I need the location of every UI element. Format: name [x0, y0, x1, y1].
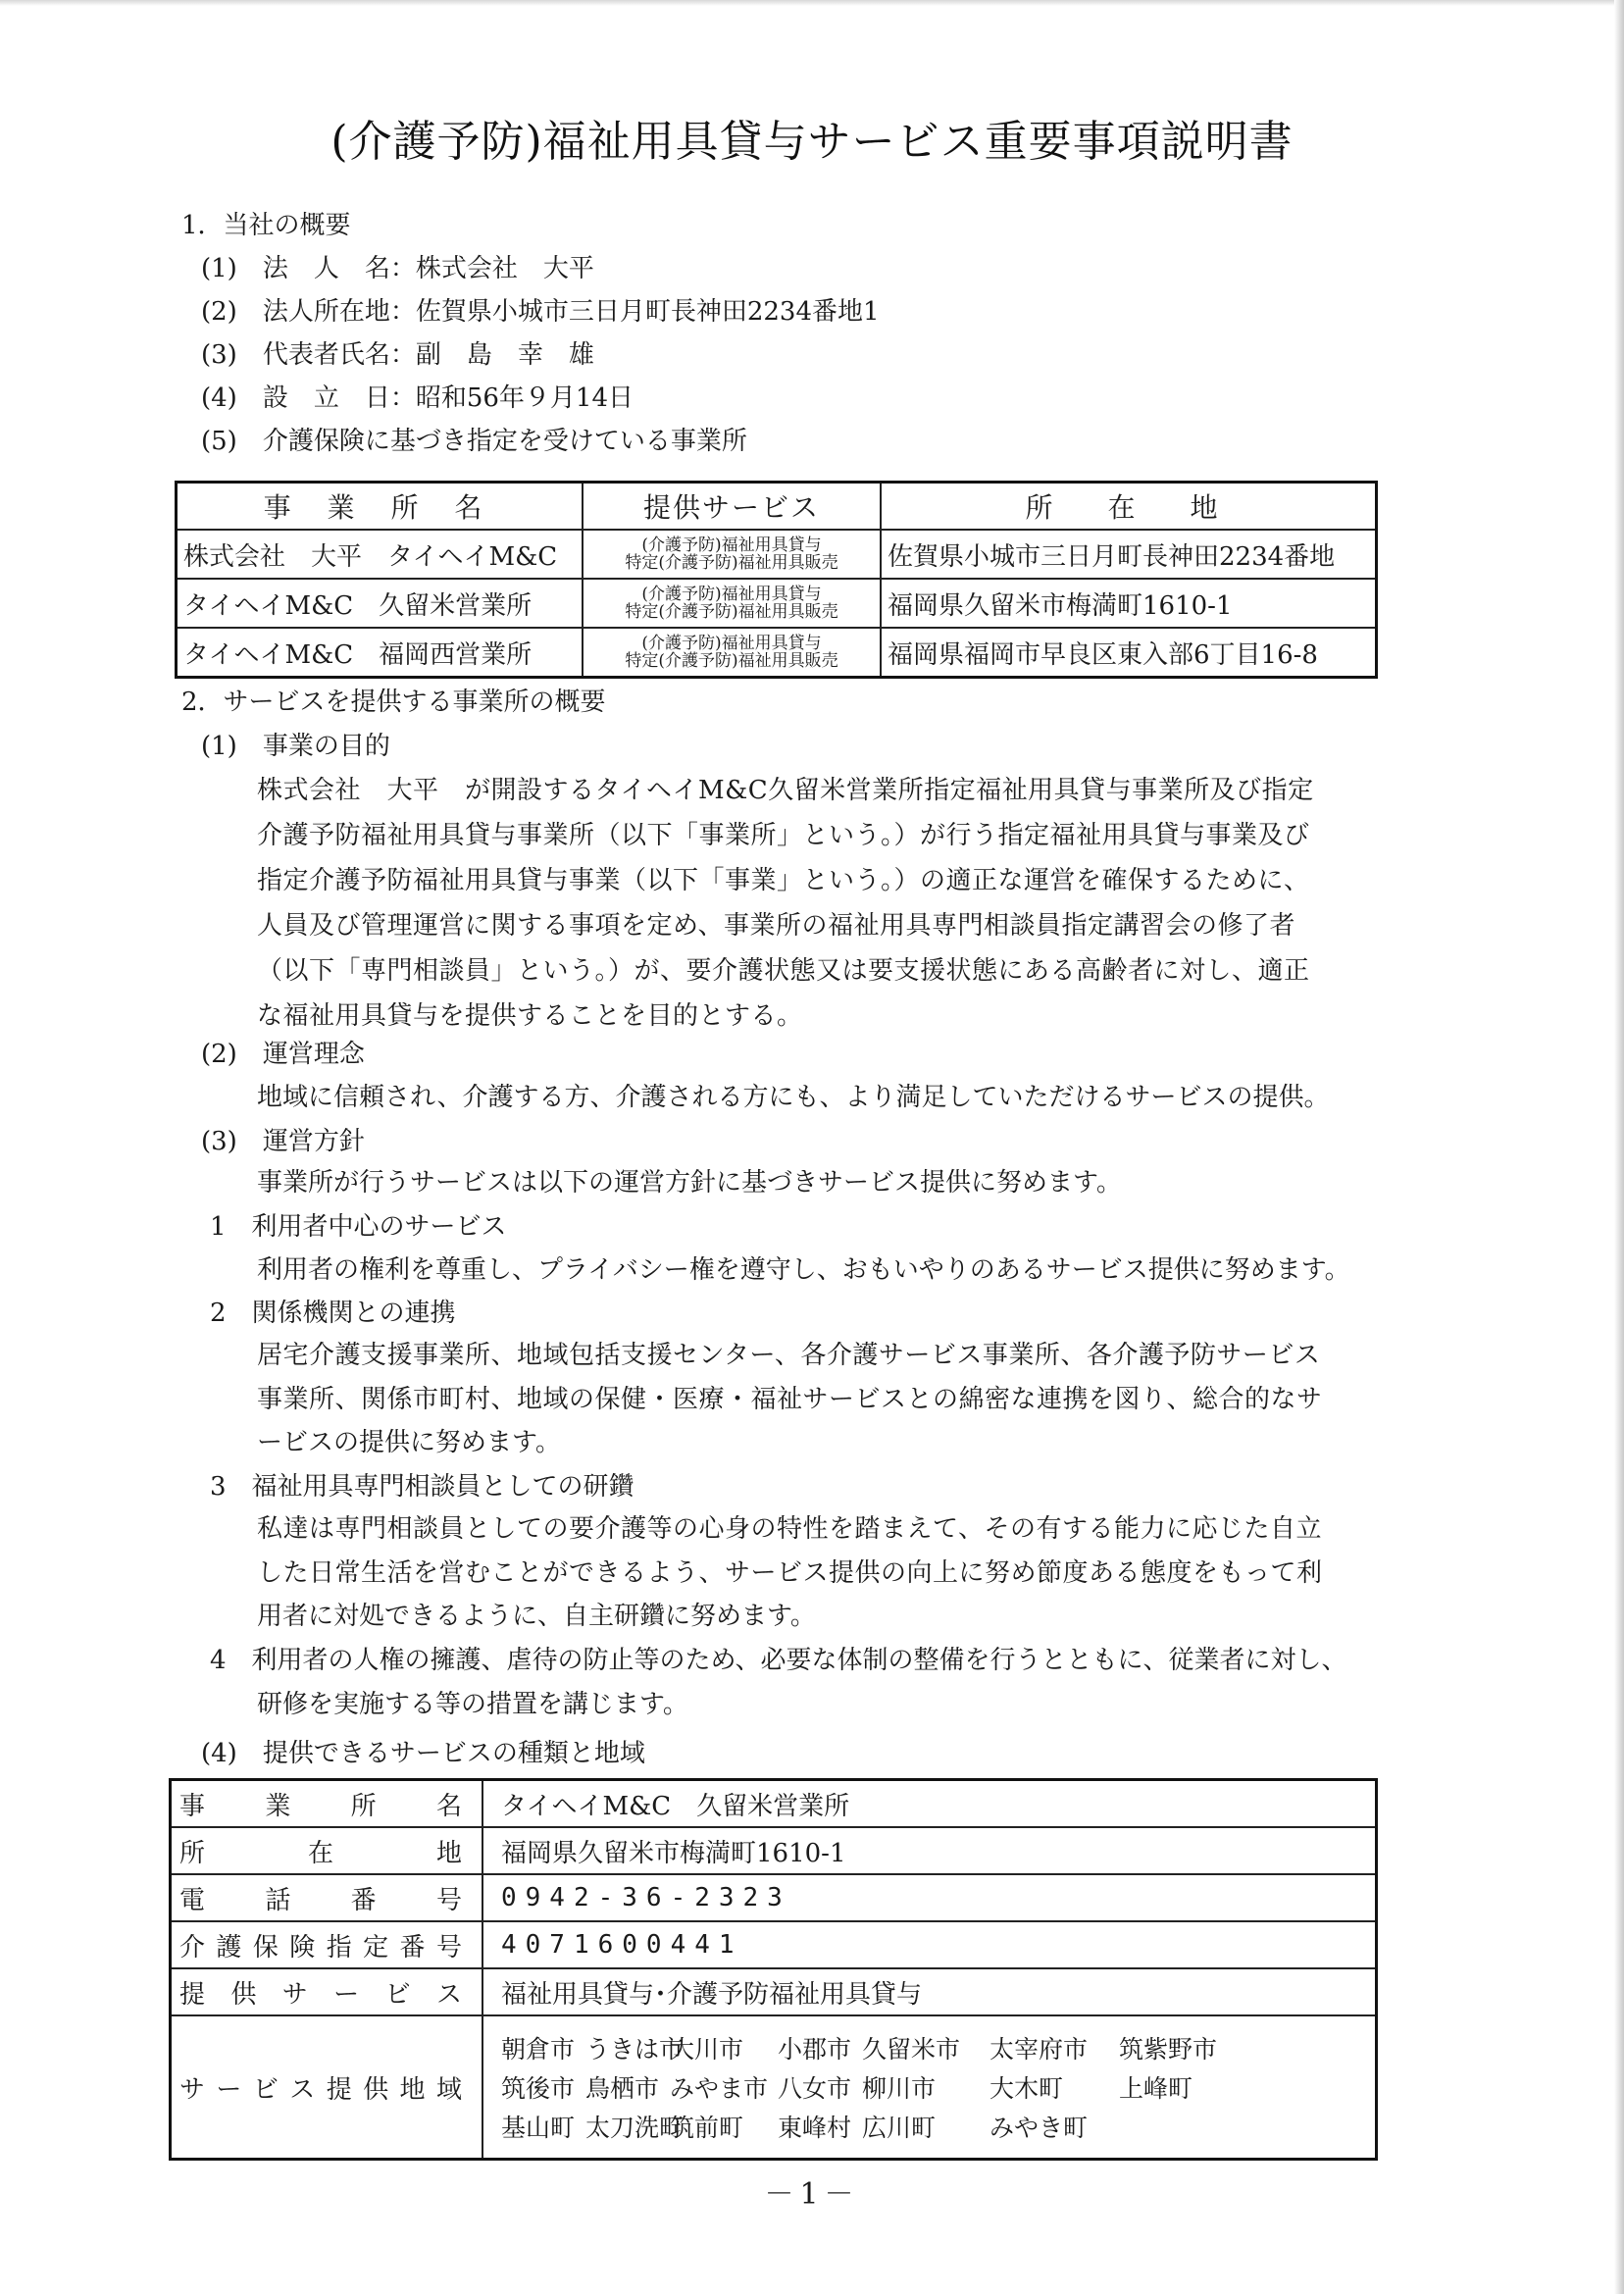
paragraph-line: 事業所が行うサービスは以下の運営方針に基づきサービス提供に努めます。 — [257, 1168, 1122, 1198]
col-header-office: 事 業 所 名 — [177, 483, 584, 531]
paragraph-line: 株式会社 大平 が開設するタイヘイM&C久留米営業所指定福祉用具貸与事業所及び指定 — [257, 776, 1314, 805]
office-details-table — [169, 1778, 1378, 2161]
table-row — [171, 1921, 1377, 1968]
area-item: 筑紫野市 — [1119, 2035, 1218, 2064]
paragraph-line: （以下「専門相談員」という。）が、要介護状態又は要支援状態にある高齢者に対し、適正 — [257, 956, 1310, 986]
service-line: 特定(介護予防)福祉用具販売 — [625, 602, 838, 622]
key-cell — [171, 1921, 483, 1968]
office-name-cell: タイヘイM&C 福岡西営業所 — [177, 628, 584, 678]
area-item: 東峰村 — [778, 2114, 852, 2142]
col-header-location: 所 在 地 — [881, 483, 1377, 531]
service-cell — [583, 628, 881, 678]
service-value: 福祉用具貸与･介護予防福祉用具貸与 — [482, 1968, 1377, 2015]
key-char: ス — [289, 2074, 316, 2105]
key-cell — [171, 1827, 483, 1874]
service-areas-grid — [501, 2016, 1357, 2158]
key-cell — [171, 1780, 483, 1828]
paragraph-line: 私達は専門相談員としての要介護等の心身の特性を踏まえて、その有する能力に応じた自立 — [257, 1514, 1322, 1544]
key-cell — [171, 1874, 483, 1921]
key-char: 号 — [435, 1932, 462, 1963]
area-item: 大木町 — [990, 2074, 1064, 2103]
key-char: 提 — [179, 1979, 206, 2010]
key-char: 電 — [179, 1885, 206, 1915]
paragraph-line: 研修を実施する等の措置を講じます。 — [257, 1690, 688, 1719]
area-item: うきは市 — [585, 2035, 685, 2064]
service-line: (介護予防)福祉用具貸与 — [641, 634, 822, 653]
table-row — [171, 2015, 1377, 2160]
area-item: 小郡市 — [778, 2035, 852, 2064]
key-char: ー — [333, 1979, 360, 2010]
key-char: 定 — [363, 1932, 389, 1963]
key-char: 提 — [326, 2074, 352, 2105]
key-char: 在 — [307, 1838, 333, 1868]
key-char: ー — [216, 2074, 242, 2105]
area-item: 上峰町 — [1119, 2074, 1193, 2103]
policy-item-heading: 2 関係機関との連携 — [210, 1299, 456, 1328]
key-char: 名 — [435, 1791, 462, 1821]
key-char: 険 — [289, 1932, 316, 1963]
table-row — [171, 1827, 1377, 1874]
scan-edge-right — [1614, 0, 1624, 2294]
service-areas-cell — [482, 2015, 1377, 2160]
table-row — [171, 1874, 1377, 1921]
service-area-heading: (4) 提供できるサービスの種類と地域 — [201, 1739, 645, 1768]
area-item: 筑後市 — [501, 2074, 576, 2103]
company-address-line: (2) 法人所在地：佐賀県小城市三日月町長神田2234番地1 — [201, 297, 880, 327]
area-item: 柳川市 — [862, 2074, 937, 2103]
service-line: (介護予防)福祉用具貸与 — [641, 535, 822, 555]
established-line: (4) 設 立 日：昭和56年９月14日 — [201, 383, 634, 413]
paragraph-line: 地域に信頼され、介護する方、介護される方にも、より満足していただけるサービスの提供。 — [257, 1083, 1330, 1112]
paragraph-line: な福祉用具貸与を提供することを目的とする。 — [257, 1001, 803, 1031]
area-item: みやき町 — [990, 2114, 1089, 2142]
key-char: 指 — [326, 1932, 352, 1963]
key-char: 所 — [179, 1838, 206, 1868]
key-char: 介 — [179, 1932, 206, 1963]
address-value: 福岡県久留米市梅満町1610-1 — [482, 1827, 1377, 1874]
key-char: ビ — [252, 2074, 279, 2105]
location-cell: 福岡県久留米市梅満町1610-1 — [881, 579, 1377, 628]
section1-heading: 1．当社の概要 — [181, 211, 351, 240]
key-char: サ — [281, 1979, 308, 2010]
area-item — [1119, 2109, 1217, 2144]
col-header-service: 提供サービス — [583, 483, 881, 531]
key-char: 番 — [350, 1885, 377, 1915]
area-item: 鳥栖市 — [585, 2074, 660, 2103]
designated-offices-table — [175, 481, 1378, 679]
service-cell — [583, 530, 881, 579]
policy-item-heading: 4 利用者の人権の擁護、虐待の防止等のため、必要な体制の整備を行うとともに、従業者に対し、 — [210, 1646, 1347, 1675]
key-char: 話 — [265, 1885, 291, 1915]
area-item: 筑前町 — [670, 2114, 744, 2142]
table-row — [171, 1780, 1377, 1828]
designated-offices-line: (5) 介護保険に基づき指定を受けている事業所 — [201, 427, 747, 456]
key-char: サ — [179, 2074, 206, 2105]
key-char: ス — [435, 1979, 462, 2010]
representative-line: (3) 代表者氏名：副 島 幸 雄 — [201, 340, 594, 370]
paragraph-line: 居宅介護支援事業所、地域包括支援センター、各介護サービス事業所、各介護予防サービス — [257, 1341, 1321, 1370]
key-char: 所 — [350, 1791, 377, 1821]
key-char: 号 — [435, 1885, 462, 1915]
service-line: (介護予防)福祉用具貸与 — [641, 585, 822, 604]
area-item: 広川町 — [862, 2114, 937, 2142]
table-row — [177, 579, 1377, 628]
paragraph-line: ービスの提供に努めます。 — [257, 1428, 561, 1457]
key-char: 業 — [265, 1791, 291, 1821]
location-cell: 福岡県福岡市早良区東入部6丁目16-8 — [881, 628, 1377, 678]
key-cell — [171, 1968, 483, 2015]
key-char: 地 — [435, 1838, 462, 1868]
paragraph-line: した日常生活を営むことができるよう、サービス提供の向上に努め節度ある態度をもって利 — [257, 1558, 1323, 1588]
policy-heading: (3) 運営方針 — [201, 1127, 365, 1156]
phone-value: 0942-36-2323 — [482, 1874, 1377, 1921]
office-name-value: タイヘイM&C 久留米営業所 — [482, 1780, 1377, 1828]
paragraph-line: 介護予防福祉用具貸与事業所（以下「事業所」という。）が行う指定福祉用具貸与事業及び — [257, 821, 1310, 850]
office-name-cell: 株式会社 大平 タイヘイM&C — [177, 530, 584, 579]
policy-item-heading: 1 利用者中心のサービス — [210, 1212, 507, 1242]
insurance-number-value: 4071600441 — [482, 1921, 1377, 1968]
table-row — [171, 1968, 1377, 2015]
document-title: (介護予防)福祉用具貸与サービス重要事項説明書 — [330, 117, 1294, 167]
key-char: 番 — [399, 1932, 426, 1963]
area-item: 基山町 — [501, 2114, 576, 2142]
location-cell: 佐賀県小城市三日月町長神田2234番地 — [881, 530, 1377, 579]
key-char: 供 — [230, 1979, 257, 2010]
area-item: 八女市 — [778, 2074, 852, 2103]
area-item: 大川市 — [670, 2035, 744, 2064]
key-char: 保 — [252, 1932, 279, 1963]
area-item: 朝倉市 — [501, 2035, 576, 2064]
paragraph-line: 事業所、関係市町村、地域の保健・医療・福祉サービスとの綿密な連携を図り、総合的なサ — [257, 1385, 1323, 1414]
paragraph-line: 用者に対処できるように、自主研鑽に努めます。 — [257, 1602, 816, 1631]
key-char: 地 — [399, 2074, 426, 2105]
key-cell — [171, 2015, 483, 2160]
company-name-line: (1) 法 人 名：株式会社 大平 — [201, 254, 594, 283]
service-line: 特定(介護予防)福祉用具販売 — [625, 651, 838, 671]
area-item: 太宰府市 — [990, 2035, 1089, 2064]
table-header-row — [177, 483, 1377, 531]
key-char: 護 — [216, 1932, 242, 1963]
paragraph-line: 人員及び管理運営に関する事項を定め、事業所の福祉用具専門相談員指定講習会の修了者 — [257, 911, 1295, 941]
policy-item-heading: 3 福祉用具専門相談員としての研鑽 — [210, 1472, 634, 1502]
area-item: 久留米市 — [862, 2035, 961, 2064]
key-char: 事 — [179, 1791, 206, 1821]
table-row — [177, 628, 1377, 678]
key-char: ビ — [384, 1979, 411, 2010]
philosophy-heading: (2) 運営理念 — [201, 1040, 365, 1069]
table-row — [177, 530, 1377, 579]
purpose-heading: (1) 事業の目的 — [201, 732, 390, 761]
service-line: 特定(介護予防)福祉用具販売 — [625, 553, 838, 573]
section2-heading: 2．サービスを提供する事業所の概要 — [181, 688, 606, 717]
key-char: 供 — [363, 2074, 389, 2105]
area-item: みやま市 — [670, 2074, 769, 2103]
page-number: －1－ — [764, 2177, 860, 2212]
area-item: 太刀洗町 — [585, 2114, 685, 2142]
service-cell — [583, 579, 881, 628]
key-char: 域 — [435, 2074, 462, 2105]
paragraph-line: 指定介護予防福祉用具貸与事業（以下「事業」という。）の適正な運営を確保するために、 — [257, 866, 1310, 895]
office-name-cell: タイヘイM&C 久留米営業所 — [177, 579, 584, 628]
scan-edge-top — [0, 0, 1624, 6]
paragraph-line: 利用者の権利を尊重し、プライバシー権を遵守し、おもいやりのあるサービス提供に努めます。 — [257, 1255, 1350, 1285]
